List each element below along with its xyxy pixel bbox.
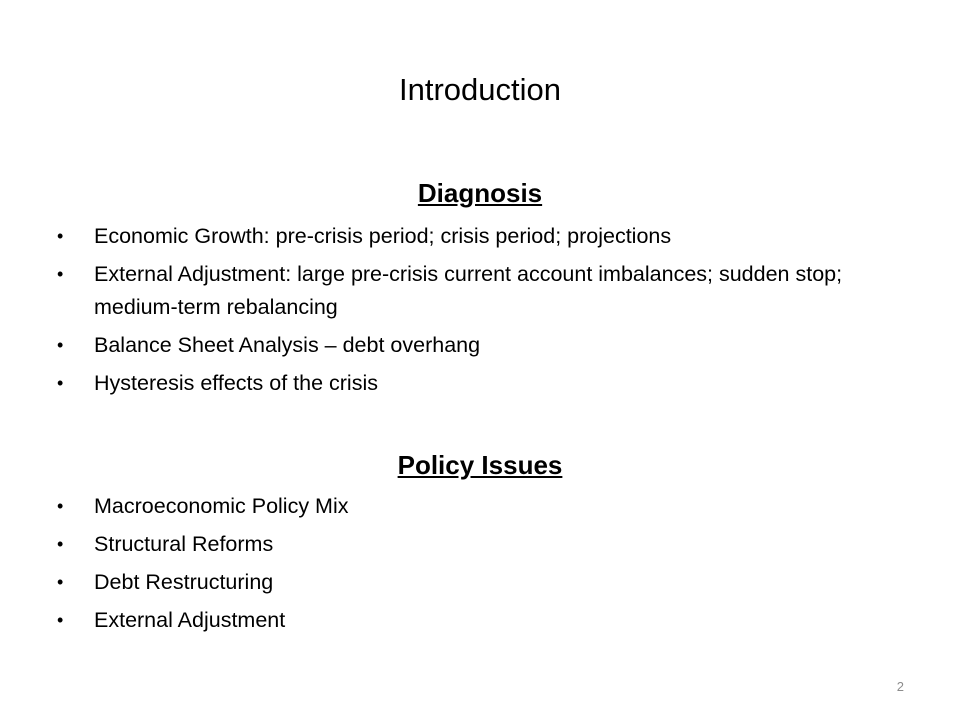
section-heading-diagnosis: Diagnosis [417,178,543,208]
bullet-text: Hysteresis effects of the crisis [94,371,378,395]
bullet-icon: • [57,373,64,393]
bullet-text: Balance Sheet Analysis – debt overhang [94,333,481,357]
page-number: 2 [896,679,904,694]
bullet-icon: • [57,335,64,355]
list-item [57,528,907,561]
bullet-icon: • [57,226,64,246]
list-item [57,367,907,400]
list-item [57,258,907,324]
slide-title: Introduction [399,72,561,107]
bullet-text: Debt Restructuring [94,570,274,594]
policy-issues-bullet-list [57,490,907,642]
bullet-text: Macroeconomic Policy Mix [94,494,349,518]
bullet-icon: • [57,610,64,630]
bullet-icon: • [57,496,64,516]
section-heading-policy-issues: Policy Issues [397,450,563,480]
list-item [57,329,907,362]
list-item [57,490,907,523]
bullet-text: External Adjustment [94,608,286,632]
bullet-icon: • [57,534,64,554]
list-item [57,604,907,637]
bullet-text: Structural Reforms [94,532,274,556]
bullet-text: Economic Growth: pre-crisis period; crisis period; projections [94,224,672,248]
diagnosis-bullet-list [57,220,907,405]
list-item [57,220,907,253]
bullet-text: External Adjustment: large pre-crisis current account imbalances; sudden stop; medium-term rebalancing [94,262,843,319]
bullet-icon: • [57,572,64,592]
list-item [57,566,907,599]
bullet-icon: • [57,264,64,284]
